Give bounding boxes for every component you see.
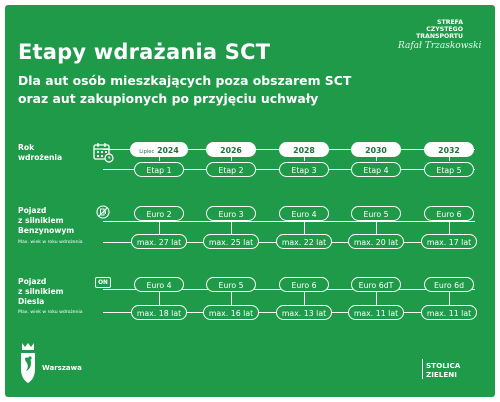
year-pill: 2028 — [279, 142, 329, 157]
year-month: Lipiec — [139, 149, 155, 155]
diesel-connector — [159, 291, 160, 305]
page-subtitle — [18, 72, 351, 108]
row-label-diesel-line-1: Pojazd — [18, 277, 47, 286]
stolica-divider — [422, 359, 423, 379]
page-title: Etapy wdrażania SCT — [18, 40, 271, 64]
petrol-age-pill: max. 27 lat — [131, 234, 187, 249]
petrol-age-pill: max. 20 lat — [348, 234, 404, 249]
diesel-norm-pill: Euro 6 — [279, 277, 329, 292]
row-label-diesel-line-3: Diesla — [18, 297, 45, 306]
diesel-age-pill: max. 11 lat — [348, 305, 404, 320]
row-label-petrol-line-1: Pojazd — [18, 206, 47, 215]
stolica-line-1: STOLICA — [426, 361, 461, 370]
subtitle-line-2: oraz aut zakupionych po przyjęciu uchwały — [18, 91, 319, 106]
petrol-norm-pill: Euro 5 — [351, 206, 401, 221]
petrol-norm-pill: Euro 3 — [206, 206, 256, 221]
row-label-year — [18, 143, 62, 163]
diesel-norm-pill: Euro 5 — [206, 277, 256, 292]
year-value: 2024 — [157, 146, 179, 155]
stolica-zieleni-logo — [426, 361, 460, 379]
year-pill: 2030 — [351, 142, 401, 157]
diesel-connector — [449, 291, 450, 305]
petrol-age-pill: max. 22 lat — [276, 234, 332, 249]
petrol-connector — [159, 221, 160, 235]
year-pill — [130, 142, 188, 157]
petrol-norm-pill: Euro 4 — [279, 206, 329, 221]
brand-line-2: CZYSTEGO — [426, 26, 463, 33]
warsaw-emblem-icon — [18, 341, 38, 385]
diesel-age-pill: max. 11 lat — [421, 305, 477, 320]
petrol-norm-pill: Euro 2 — [134, 206, 184, 221]
diesel-connector — [231, 291, 232, 305]
row-sub-diesel: Max. wiek w roku wdrożenia — [18, 310, 83, 315]
row-label-petrol — [18, 206, 74, 236]
diesel-connector — [376, 291, 377, 305]
year-pill: 2026 — [206, 142, 256, 157]
row-label-year-line-2: wdrożenia — [18, 153, 63, 162]
petrol-connector — [304, 221, 305, 235]
year-pill: 2032 — [424, 142, 474, 157]
brand-line-3: TRANSPORTU — [416, 33, 463, 40]
diesel-connector — [304, 291, 305, 305]
diesel-age-pill: max. 13 lat — [276, 305, 332, 320]
stage-pill: Etap 5 — [424, 162, 474, 177]
city-name: Warszawa — [42, 364, 82, 372]
petrol-age-pill: max. 25 lat — [203, 234, 259, 249]
signature: Rafał Trzaskowski — [398, 41, 482, 51]
diesel-norm-pill: Euro 6d — [424, 277, 474, 292]
stage-pill: Etap 2 — [206, 162, 256, 177]
diesel-age-pill: max. 18 lat — [131, 305, 187, 320]
row-label-diesel-line-2: z silnikiem — [18, 287, 64, 296]
row-label-year-line-1: Rok — [18, 143, 35, 152]
petrol-connector — [449, 221, 450, 235]
diesel-badge-icon: ON — [95, 277, 111, 288]
petrol-connector — [231, 221, 232, 235]
stage-pill: Etap 3 — [279, 162, 329, 177]
row-label-diesel — [18, 277, 64, 307]
sct-brand — [416, 19, 463, 40]
stage-pill: Etap 4 — [351, 162, 401, 177]
calendar-icon — [92, 141, 114, 163]
stolica-line-2: ZIELENI — [426, 370, 457, 379]
petrol-connector — [376, 221, 377, 235]
stage-pill: Etap 1 — [134, 162, 184, 177]
diesel-norm-pill: Euro 4 — [134, 277, 184, 292]
petrol-norm-pill: Euro 6 — [424, 206, 474, 221]
fuel-pump-icon — [96, 205, 110, 219]
row-label-petrol-line-2: z silnikiem — [18, 216, 64, 225]
diesel-age-pill: max. 16 lat — [203, 305, 259, 320]
petrol-age-pill: max. 17 lat — [421, 234, 477, 249]
poster — [5, 5, 495, 397]
row-label-petrol-line-3: Benzynowym — [18, 226, 75, 235]
brand-line-1: STREFA — [437, 19, 463, 26]
diesel-norm-pill: Euro 6dT — [351, 277, 401, 292]
subtitle-line-1: Dla aut osób mieszkających poza obszarem SCT — [18, 73, 352, 88]
row-sub-petrol: Max. wiek w roku wdrożenia — [18, 240, 83, 245]
